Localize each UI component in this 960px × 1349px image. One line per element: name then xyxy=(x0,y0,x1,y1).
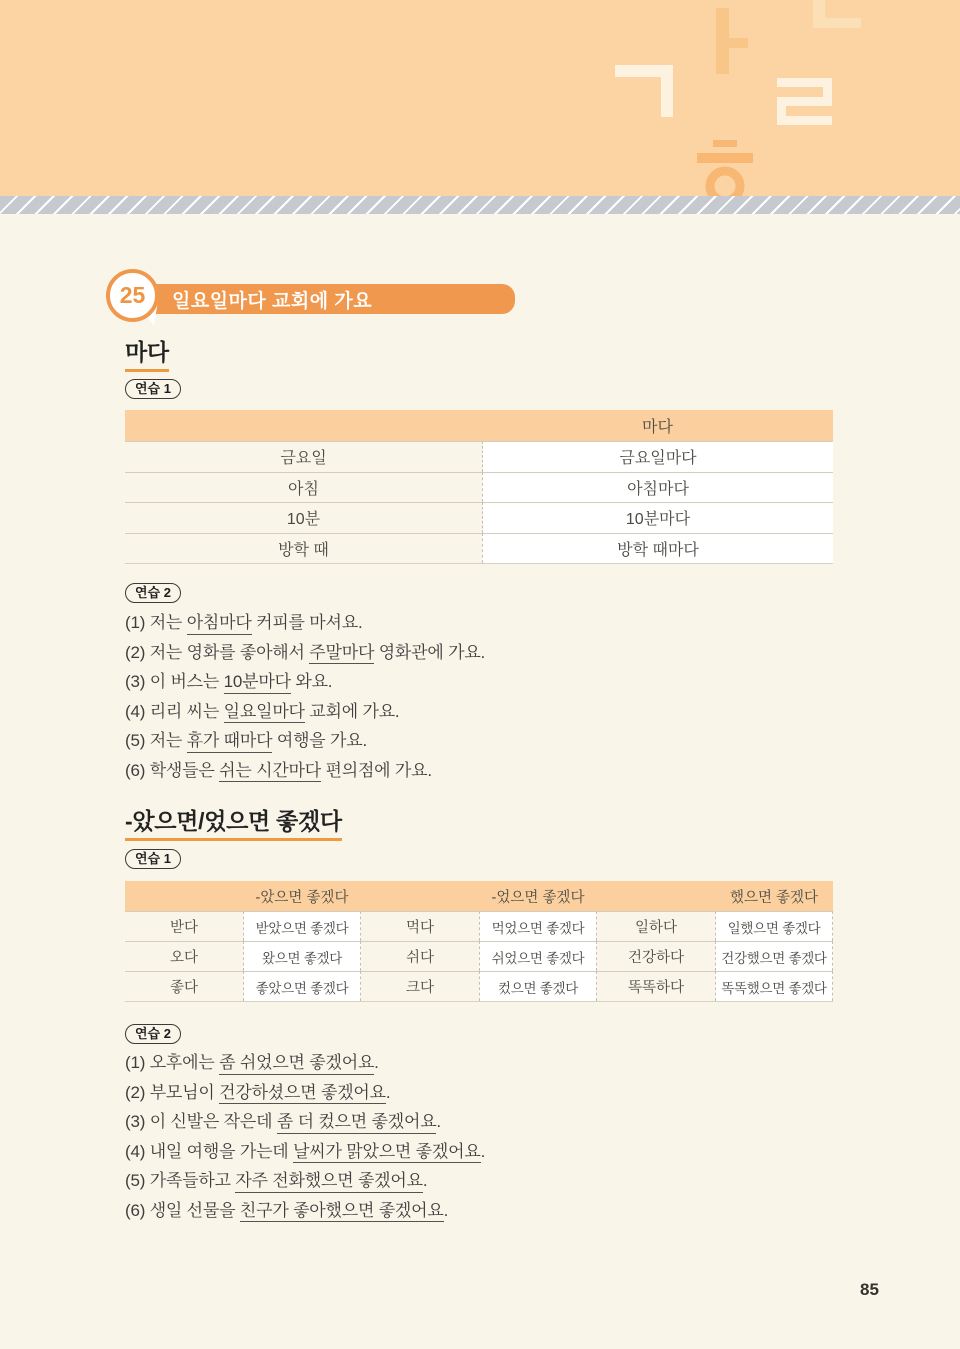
section1-exercise1-badge: 연습 1 xyxy=(125,379,181,399)
lesson-number: 25 xyxy=(119,282,146,308)
table-cell: 쉬다 xyxy=(361,941,479,971)
sentence: (5) 가족들하고 자주 전화했으면 좋겠어요. xyxy=(125,1166,865,1196)
sentence: (2) 부모님이 건강하셨으면 좋겠어요. xyxy=(125,1078,865,1108)
section2-sentence-list xyxy=(125,1048,865,1226)
answer-underlined: 좀 더 컸으면 좋겠어요 xyxy=(277,1112,437,1134)
sentence: (3) 이 버스는 10분마다 와요. xyxy=(125,667,865,697)
answer-underlined: 주말마다 xyxy=(309,643,374,665)
table-cell: 금요일마다 xyxy=(482,441,833,472)
sentence: (1) 저는 아침마다 커피를 마셔요. xyxy=(125,608,865,638)
table-header-cell: 했으면 좋겠다 xyxy=(715,881,833,911)
table-cell: 왔으면 좋겠다 xyxy=(243,941,361,971)
table-cell: 똑똑하다 xyxy=(597,971,715,1001)
table-cell: 오다 xyxy=(125,941,243,971)
section1-exercise2-badge: 연습 2 xyxy=(125,583,181,603)
table-cell: 방학 때마다 xyxy=(482,533,833,564)
table-cell: 건강했으면 좋겠다 xyxy=(715,941,833,971)
table-cell: 일했으면 좋겠다 xyxy=(715,911,833,941)
section2-heading: -았으면/었으면 좋겠다 xyxy=(125,803,342,841)
table-header-cell: -었으면 좋겠다 xyxy=(479,881,597,911)
table-cell: 일하다 xyxy=(597,911,715,941)
conditional-wish-table xyxy=(125,881,833,1002)
answer-underlined: 아침마다 xyxy=(187,613,252,635)
lesson-title-bar xyxy=(133,284,515,314)
table-header-cell: -았으면 좋겠다 xyxy=(243,881,361,911)
sentence: (4) 내일 여행을 가는데 날씨가 맑았으면 좋겠어요. xyxy=(125,1137,865,1167)
answer-underlined: 일요일마다 xyxy=(224,702,305,724)
answer-underlined: 건강하셨으면 좋겠어요 xyxy=(219,1083,386,1105)
table-header-cell xyxy=(361,881,479,911)
answer-underlined: 좀 쉬었으면 좋겠어요 xyxy=(219,1053,374,1075)
mada-table xyxy=(125,410,833,564)
table-cell: 좋다 xyxy=(125,971,243,1001)
lesson-number-badge xyxy=(106,269,159,322)
section1-sentence-list xyxy=(125,608,865,786)
answer-underlined: 10분마다 xyxy=(224,672,291,694)
answer-underlined: 친구가 좋아했으면 좋겠어요 xyxy=(240,1201,444,1223)
table-header-cell xyxy=(597,881,715,911)
table-header-cell: 마다 xyxy=(482,410,833,441)
sentence: (2) 저는 영화를 좋아해서 주말마다 영화관에 가요. xyxy=(125,638,865,668)
top-decorative-band xyxy=(0,0,960,196)
table-cell: 아침마다 xyxy=(482,472,833,503)
table-cell: 건강하다 xyxy=(597,941,715,971)
page-number: 85 xyxy=(860,1280,879,1299)
table-cell: 먹다 xyxy=(361,911,479,941)
table-cell: 크다 xyxy=(361,971,479,1001)
table-cell: 10분마다 xyxy=(482,502,833,533)
sentence: (1) 오후에는 좀 쉬었으면 좋겠어요. xyxy=(125,1048,865,1078)
table-header-cell xyxy=(125,410,482,441)
table-header-cell xyxy=(125,881,243,911)
table-cell: 쉬었으면 좋겠다 xyxy=(479,941,597,971)
table-cell: 똑똑했으면 좋겠다 xyxy=(715,971,833,1001)
decor-hangul-a-icon xyxy=(716,8,758,74)
sentence: (5) 저는 휴가 때마다 여행을 가요. xyxy=(125,726,865,756)
sentence: (3) 이 신발은 작은데 좀 더 컸으면 좋겠어요. xyxy=(125,1107,865,1137)
diagonal-stripe-divider xyxy=(0,196,960,214)
table-cell: 방학 때 xyxy=(125,533,482,564)
table-cell: 좋았으면 좋겠다 xyxy=(243,971,361,1001)
lesson-title: 일요일마다 교회에 가요 xyxy=(172,290,373,312)
section1-heading: 마다 xyxy=(125,334,169,372)
answer-underlined: 날씨가 맑았으면 좋겠어요 xyxy=(293,1142,481,1164)
table-cell: 받다 xyxy=(125,911,243,941)
answer-underlined: 쉬는 시간마다 xyxy=(219,761,321,783)
answer-underlined: 자주 전화했으면 좋겠어요 xyxy=(235,1171,423,1193)
table-cell: 10분 xyxy=(125,502,482,533)
sentence: (6) 생일 선물을 친구가 좋아했으면 좋겠어요. xyxy=(125,1196,865,1226)
table-cell: 받았으면 좋겠다 xyxy=(243,911,361,941)
answer-underlined: 휴가 때마다 xyxy=(187,731,273,753)
table-cell: 금요일 xyxy=(125,441,482,472)
decor-hangul-giyeok-icon xyxy=(615,65,673,117)
table-cell: 먹었으면 좋겠다 xyxy=(479,911,597,941)
sentence: (4) 리리 씨는 일요일마다 교회에 가요. xyxy=(125,697,865,727)
section2-exercise1-badge: 연습 1 xyxy=(125,849,181,869)
decor-hangul-rieul-icon xyxy=(777,78,832,125)
decor-hangul-hieut-icon xyxy=(697,140,753,196)
table-cell: 아침 xyxy=(125,472,482,503)
section2-exercise2-badge: 연습 2 xyxy=(125,1024,181,1044)
decor-hangul-nieun-icon xyxy=(813,0,861,28)
sentence: (6) 학생들은 쉬는 시간마다 편의점에 가요. xyxy=(125,756,865,786)
table-cell: 컸으면 좋겠다 xyxy=(479,971,597,1001)
